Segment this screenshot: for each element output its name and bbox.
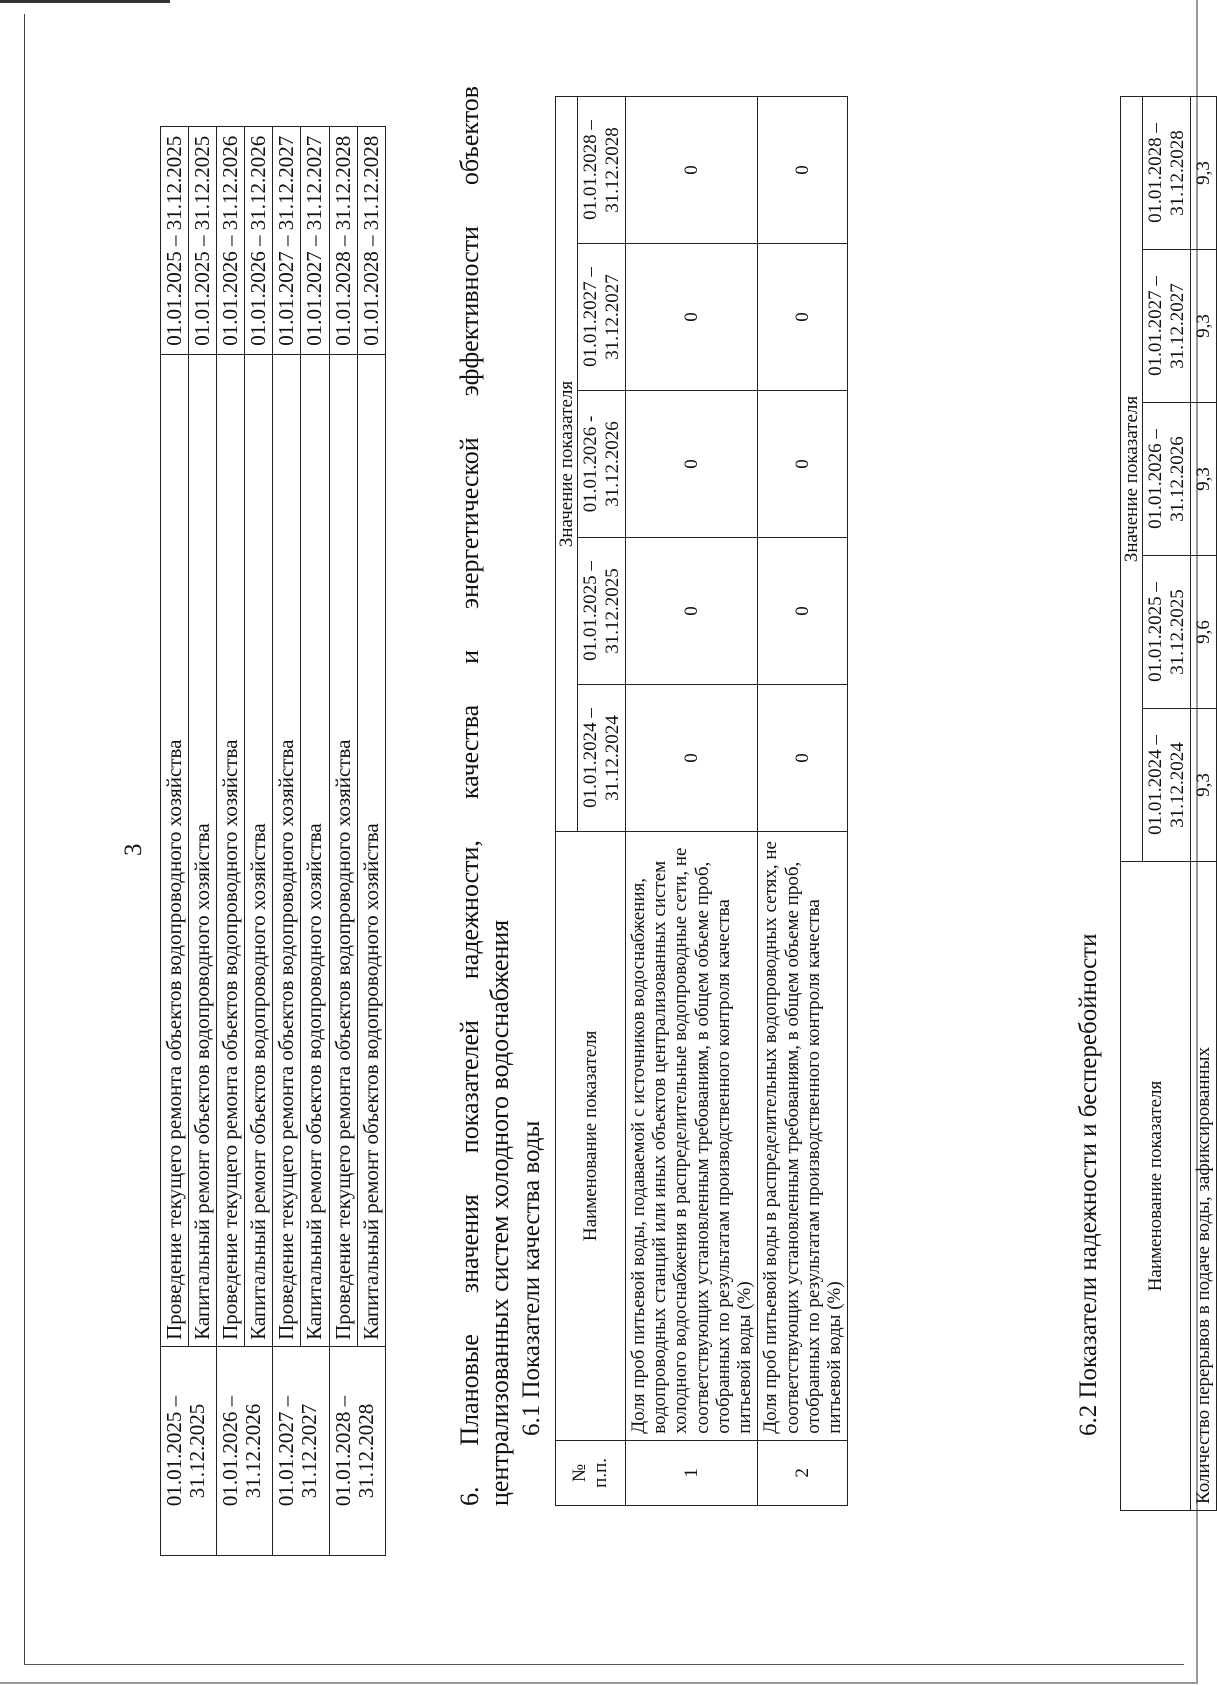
table-row [329,127,357,1556]
indicator-name: Доля проб питьевой воды, подаваемой с источников водоснабжения, водопроводных станций или иных объектов централизованных систем холодного водоснабжения в распределительные водопроводные сети, не соответствующих установленным требованиям, в общем объеме проб, отобранных по результатам производственного контроля качества питьевой воды (%) [625,831,758,1440]
water-quality-table [555,96,848,1506]
row-number: 1 [625,1440,758,1505]
period-header: 01.01.2028 – 31.12.2028 [578,97,626,244]
indicator-name: Доля проб питьевой воды в распределительных водопроводных сетях, не соответствующих установленным требованиям, в общем объеме проб, отобранных по результатам производственного контроля качества питьевой воды (%) [758,831,848,1440]
table-row [161,127,189,1556]
table-row [217,127,245,1556]
value-cell: 0 [625,684,758,831]
table-row [301,127,329,1556]
activity-cell: Проведение текущего ремонта объектов водопроводного хозяйства [161,355,189,1346]
table-row [245,127,273,1556]
row-number: 2 [758,1440,848,1505]
period-header: 01.01.2024 – 31.12.2024 [1143,709,1191,862]
value-group-header: Значение показателя [556,97,578,832]
dates-cell: 01.01.2025 – 31.12.2025 [161,127,189,355]
activity-cell: Проведение текущего ремонта объектов водопроводного хозяйства [273,355,301,1346]
page-number: 3 [120,843,147,856]
dates-cell: 01.01.2026 – 31.12.2026 [245,127,273,355]
activity-cell: Капитальный ремонт объектов водопроводного хозяйства [357,355,385,1346]
period-header: 01.01.2026 – 31.12.2026 [1143,403,1191,556]
schedule-table [160,126,386,1556]
reliability-table [1120,96,1217,1511]
subsection-6-2-title: 6.2 Показатели надежности и бесперебойности [1075,933,1102,1436]
table-row [1190,97,1216,1511]
table-row [189,127,217,1556]
period-header: 01.01.2024 – 31.12.2024 [578,684,626,831]
indicator-name: Количество перерывов в подаче воды, зафиксированных [1190,862,1216,1511]
value-cell: 0 [625,537,758,684]
activity-cell: Капитальный ремонт объектов водопроводного хозяйства [245,355,273,1346]
value-cell: 0 [758,537,848,684]
value-cell: 0 [758,390,848,537]
activity-cell: Проведение текущего ремонта объектов водопроводного хозяйства [329,355,357,1346]
period-header: 01.01.2025 – 31.12.2025 [1143,556,1191,709]
period-header: 01.01.2028 – 31.12.2028 [1143,97,1191,250]
dates-cell: 01.01.2027 – 31.12.2027 [273,127,301,355]
col-name-header: Наименование показателя [556,831,626,1440]
value-cell: 9,3 [1190,403,1216,556]
period-header: 01.01.2027 – 31.12.2027 [1143,250,1191,403]
value-cell: 0 [758,684,848,831]
dates-cell: 01.01.2028 – 31.12.2028 [329,127,357,355]
value-group-header: Значение показателя [1121,97,1143,862]
period-cell: 01.01.2028 – 31.12.2028 [329,1346,385,1555]
period-header: 01.01.2025 – 31.12.2025 [578,537,626,684]
table-row [625,97,758,1506]
period-header: 01.01.2027 – 31.12.2027 [578,244,626,391]
dates-cell: 01.01.2027 – 31.12.2027 [301,127,329,355]
dates-cell: 01.01.2028 – 31.12.2028 [357,127,385,355]
value-cell: 9,3 [1190,97,1216,250]
period-header: 01.01.2026 - 31.12.2026 [578,390,626,537]
section-6-heading: 6. Плановые значения показателей надежности, качества и энергетической эффективности объектов [455,86,484,1506]
value-cell: 0 [758,244,848,391]
activity-cell: Капитальный ремонт объектов водопроводного хозяйства [301,355,329,1346]
col-number-header: № п.п. [556,1440,626,1505]
period-cell: 01.01.2027 – 31.12.2027 [273,1346,329,1555]
section-6-heading-cont: централизованных систем холодного водоснабжения [485,919,514,1506]
col-name-header: Наименование показателя [1121,862,1191,1511]
value-cell: 0 [625,97,758,244]
period-cell: 01.01.2026 – 31.12.2026 [217,1346,273,1555]
value-cell: 9,6 [1190,556,1216,709]
value-cell: 0 [625,244,758,391]
table-row [357,127,385,1556]
value-cell: 0 [625,390,758,537]
subsection-6-1-title: 6.1 Показатели качества воды [518,1120,545,1436]
period-cell: 01.01.2025 – 31.12.2025 [161,1346,217,1555]
activity-cell: Проведение текущего ремонта объектов водопроводного хозяйства [217,355,245,1346]
value-cell: 9,3 [1190,709,1216,862]
dates-cell: 01.01.2026 – 31.12.2026 [217,127,245,355]
value-cell: 0 [758,97,848,244]
value-cell: 9,3 [1190,250,1216,403]
table-row [758,97,848,1506]
activity-cell: Капитальный ремонт объектов водопроводного хозяйства [189,355,217,1346]
table-row [273,127,301,1556]
dates-cell: 01.01.2025 – 31.12.2025 [189,127,217,355]
